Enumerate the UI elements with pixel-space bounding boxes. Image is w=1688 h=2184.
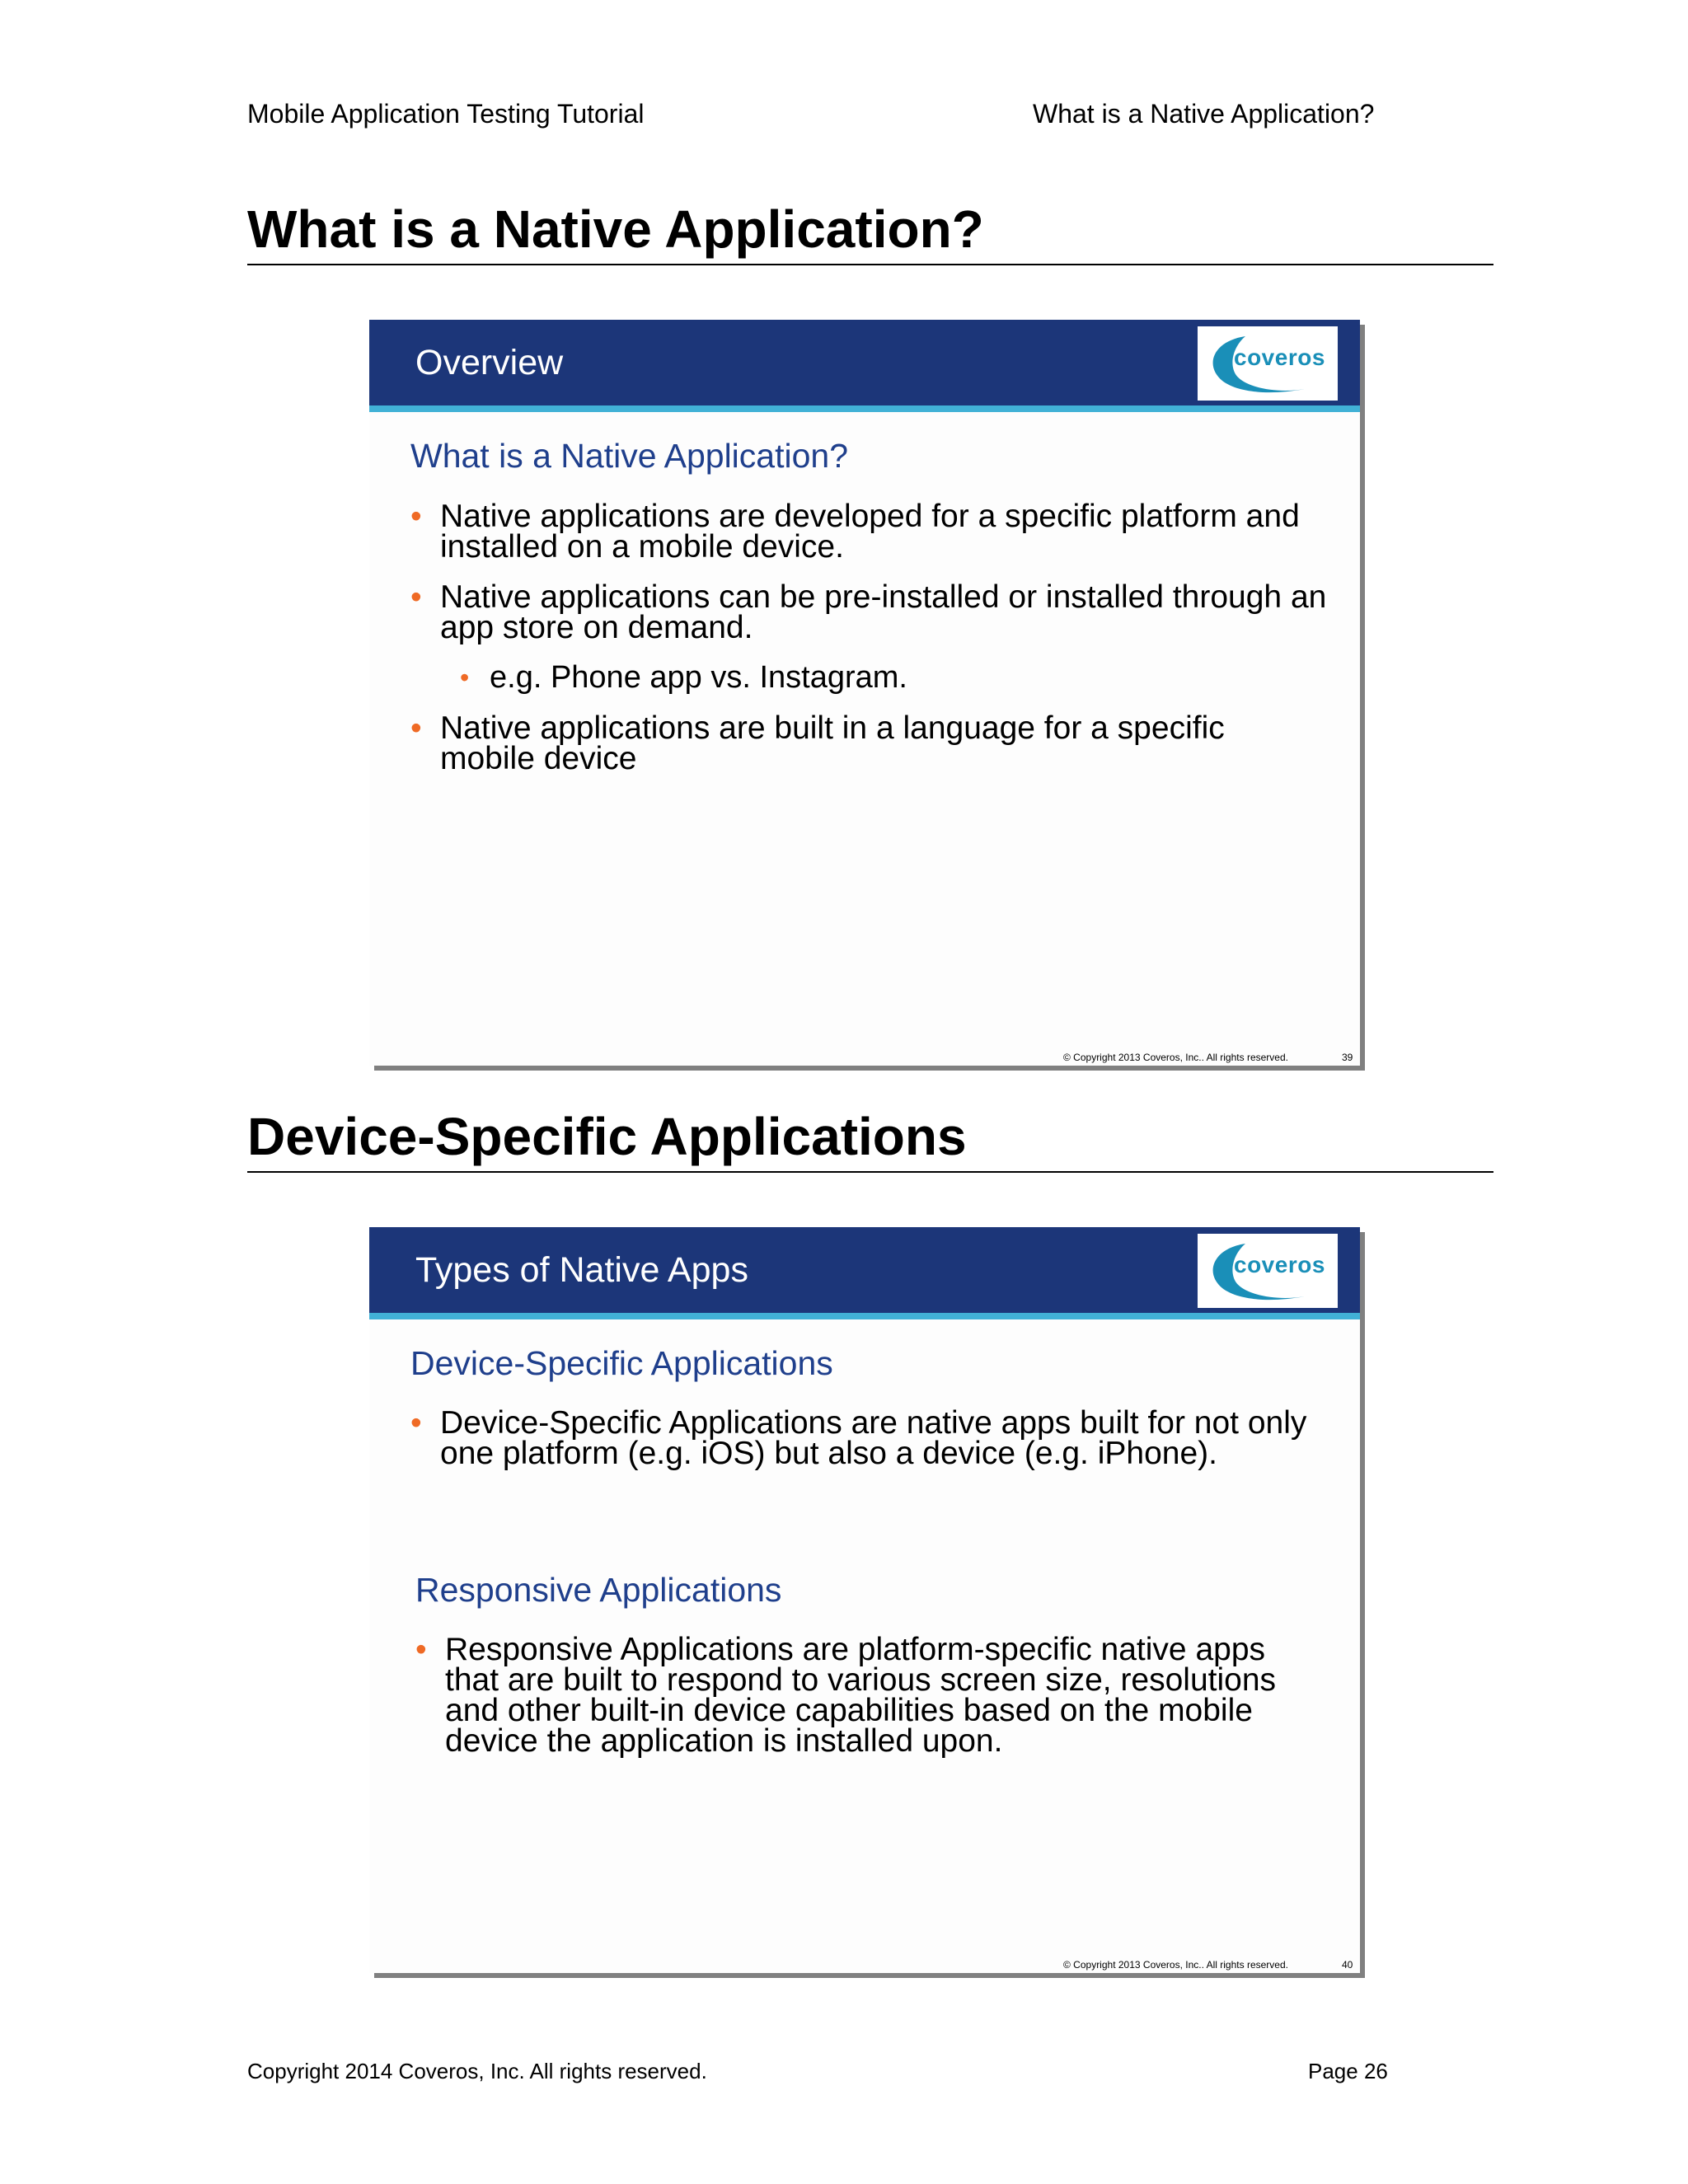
bullet-dot-icon: •: [410, 710, 422, 746]
slide-overview: [369, 320, 1360, 1066]
bullet-dot-icon: •: [410, 579, 422, 615]
bullet-item: [410, 1405, 1339, 1471]
bullet-text: e.g. Phone app vs. Instagram.: [490, 660, 907, 695]
bullet-dot-icon: •: [415, 1632, 427, 1667]
section-title-device-specific: Device-Specific Applications: [247, 1110, 1493, 1173]
bullet-item: [415, 1632, 1319, 1759]
logo-text: coveros: [1234, 1252, 1325, 1277]
page-footer-number: Page 26: [1308, 2059, 1388, 2083]
slide-header: [369, 1227, 1360, 1319]
bullet-text: Responsive Applications are platform-specific native apps that are built to respond to various screen size, resolutions and other built-in device capabilities based on the mobile device the application is installed upon.: [445, 1632, 1277, 1759]
sub-bullet-item: [460, 660, 1314, 695]
logo-text: coveros: [1234, 344, 1325, 370]
slide-page-number: 40: [1342, 1959, 1353, 1971]
coveros-logo: [1198, 326, 1338, 401]
bullet-dot-icon: •: [460, 663, 470, 692]
slide-subheading: Responsive Applications: [415, 1571, 782, 1609]
running-header-left: Mobile Application Testing Tutorial: [247, 99, 645, 129]
slide-header-title: Types of Native Apps: [415, 1250, 748, 1290]
bullet-item: [410, 499, 1330, 565]
section-title-native-application: What is a Native Application?: [247, 203, 1493, 265]
slide-page-number: 39: [1342, 1052, 1353, 1063]
slide-copyright: © Copyright 2013 Coveros, Inc.. All rights reserved.: [1063, 1959, 1288, 1971]
running-header-right: What is a Native Application?: [1033, 99, 1375, 129]
slide-types-of-native-apps: [369, 1227, 1360, 1973]
bullet-text: Native applications can be pre-installed or installed through an app store on demand.: [440, 579, 1327, 645]
bullet-text: Device-Specific Applications are native apps built for not only one platform (e.g. iOS) but also a device (e.g. iPhone).: [440, 1405, 1307, 1471]
bullet-dot-icon: •: [410, 1405, 422, 1441]
bullet-dot-icon: •: [410, 499, 422, 534]
coveros-logo: [1198, 1234, 1338, 1308]
bullet-text: Native applications are developed for a specific platform and installed on a mobile device.: [440, 499, 1300, 565]
bullet-text: Native applications are built in a language for a specific mobile device: [440, 710, 1225, 776]
page-footer-copyright: Copyright 2014 Coveros, Inc. All rights reserved.: [247, 2059, 707, 2083]
bullet-item: [410, 710, 1297, 776]
slide-subheading: What is a Native Application?: [410, 437, 848, 475]
bullet-item: [410, 579, 1330, 645]
slide-header: [369, 320, 1360, 412]
slide-subheading: Device-Specific Applications: [410, 1344, 833, 1382]
slide-copyright: © Copyright 2013 Coveros, Inc.. All rights reserved.: [1063, 1052, 1288, 1063]
slide-header-title: Overview: [415, 343, 564, 382]
